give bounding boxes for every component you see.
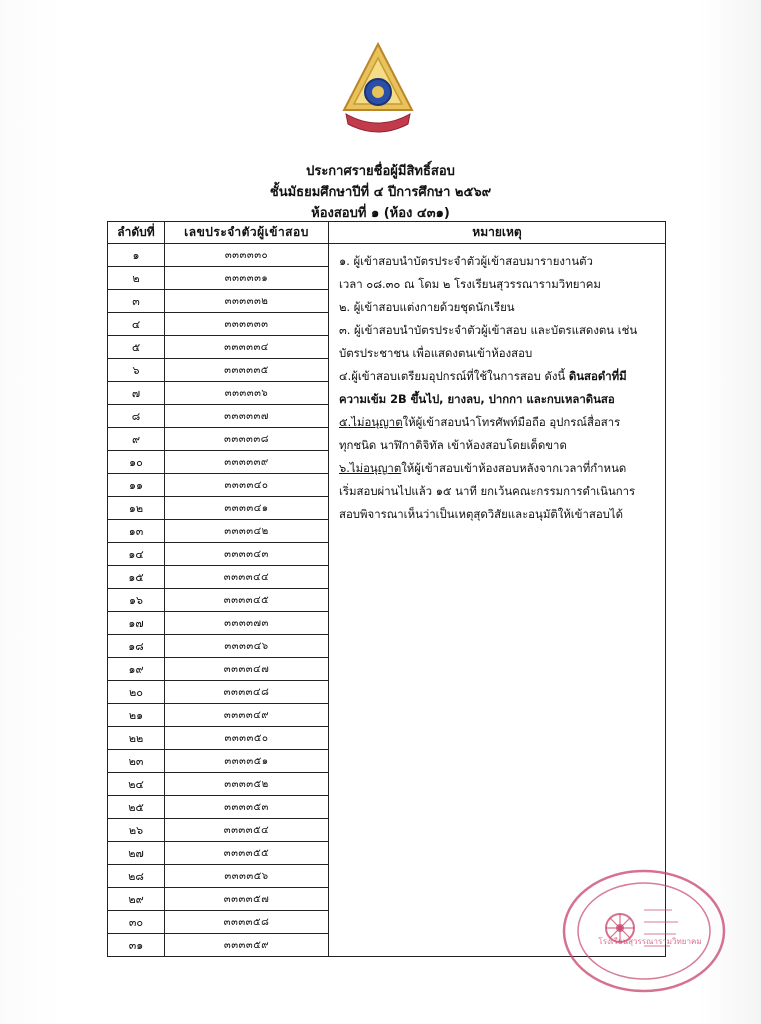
remark-6: [339, 457, 657, 526]
page-subtitle: ชั้นมัธยมศึกษาปีที่ ๔ ปีการศึกษา ๒๕๖๙: [269, 185, 492, 200]
row-number: ๒๒: [108, 727, 165, 750]
table-body: [108, 244, 666, 957]
remark-1-line-1: ๑. ผู้เข้าสอบนำบัตรประจำตัวผู้เข้าสอบมารายงานตัว: [339, 254, 593, 268]
table-row: [108, 244, 666, 267]
row-number: ๑๗: [108, 612, 165, 635]
row-examinee-id: ๓๓๓๓๔๕: [165, 589, 329, 612]
remark-4-line-2: ความเข้ม 2B ขึ้นไป, ยางลบ, ปากกา และกบเหลาดินสอ: [339, 392, 615, 406]
row-number: ๒๗: [108, 842, 165, 865]
row-examinee-id: ๓๓๓๓๔๘: [165, 681, 329, 704]
row-number: ๑๘: [108, 635, 165, 658]
row-number: ๒๕: [108, 796, 165, 819]
remark-6-line-3: สอบพิจารณาเห็นว่าเป็นเหตุสุดวิสัยและอนุมัติให้เข้าสอบได้: [339, 507, 624, 521]
row-number: ๒๑: [108, 704, 165, 727]
row-number: ๑๑: [108, 474, 165, 497]
remarks-list: [329, 244, 665, 526]
remark-6-text: ให้ผู้เข้าสอบเข้าห้องสอบหลังจากเวลาที่กำหนด: [401, 461, 627, 475]
remark-6-line-1: [339, 457, 657, 480]
school-emblem-icon: [332, 40, 424, 140]
table-header-row: [108, 222, 666, 244]
row-examinee-id: ๓๓๓๓๔๐: [165, 474, 329, 497]
row-examinee-id: ๓๓๓๓๓๙: [165, 451, 329, 474]
row-examinee-id: ๓๓๓๓๕๔: [165, 819, 329, 842]
row-examinee-id: ๓๓๓๓๓๘: [165, 428, 329, 451]
header-examinee-id: เลขประจำตัวผู้เข้าสอบ: [165, 222, 329, 244]
row-number: ๒๙: [108, 888, 165, 911]
row-examinee-id: ๓๓๓๓๓๑: [165, 267, 329, 290]
row-number: ๕: [108, 336, 165, 359]
row-examinee-id: ๓๓๓๓๓๗: [165, 405, 329, 428]
examinee-table: [107, 221, 666, 957]
row-examinee-id: ๓๓๓๓๔๔: [165, 566, 329, 589]
row-examinee-id: ๓๓๓๓๕๘: [165, 911, 329, 934]
row-number: ๒๘: [108, 865, 165, 888]
remark-2: ๒. ผู้เข้าสอบแต่งกายด้วยชุดนักเรียน: [339, 300, 515, 314]
row-number: ๑๖: [108, 589, 165, 612]
row-number: ๑๕: [108, 566, 165, 589]
row-examinee-id: ๓๓๓๓๕๓: [165, 796, 329, 819]
remark-3-line-1: ๓. ผู้เข้าสอบนำบัตรประจำตัวผู้เข้าสอบ และบัตรแสดงตน เช่น: [339, 323, 638, 337]
school-seal-icon: [560, 866, 728, 996]
row-examinee-id: ๓๓๓๓๔๖: [165, 635, 329, 658]
row-examinee-id: ๓๓๓๓๓๓: [165, 313, 329, 336]
row-examinee-id: ๓๓๓๓๕๙: [165, 934, 329, 957]
remark-6-line-2: เริ่มสอบผ่านไปแล้ว ๑๕ นาที ยกเว้นคณะกรรมการดำเนินการ: [339, 484, 636, 498]
row-number: ๗: [108, 382, 165, 405]
row-number: ๓๐: [108, 911, 165, 934]
row-examinee-id: ๓๓๓๓๓๖: [165, 382, 329, 405]
remark-4-bold-text: ดินสอดำที่มี: [568, 369, 627, 383]
remark-5-underlined: ๕.ไม่อนุญาต: [339, 415, 403, 429]
remark-5-line-1: [339, 411, 657, 434]
row-number: ๔: [108, 313, 165, 336]
row-number: ๒๖: [108, 819, 165, 842]
remark-3-line-2: บัตรประชาชน เพื่อแสดงตนเข้าห้องสอบ: [339, 346, 533, 360]
row-number: ๒๓: [108, 750, 165, 773]
header-number: ลำดับที่: [108, 222, 165, 244]
row-number: ๑๔: [108, 543, 165, 566]
row-examinee-id: ๓๓๓๓๕๕: [165, 842, 329, 865]
row-number: ๑๙: [108, 658, 165, 681]
remark-1: [339, 250, 657, 296]
row-number: ๑๐: [108, 451, 165, 474]
row-number: ๓: [108, 290, 165, 313]
remark-5-line-2: ทุกชนิด นาฬิกาดิจิทัล เข้าห้องสอบโดยเด็ดขาด: [339, 438, 567, 452]
row-examinee-id: ๓๓๓๓๔๓: [165, 543, 329, 566]
exam-room-label: ห้องสอบที่ ๑ (ห้อง ๔๓๑): [311, 206, 450, 221]
remark-4-line-1: [339, 365, 657, 388]
row-number: ๓๑: [108, 934, 165, 957]
remark-5: [339, 411, 657, 457]
seal-text: โรงเรียนสุวรรณารามวิทยาคม: [598, 937, 702, 946]
row-number: ๒: [108, 267, 165, 290]
row-examinee-id: ๓๓๓๓๕๑: [165, 750, 329, 773]
row-number: ๑๓: [108, 520, 165, 543]
row-number: ๖: [108, 359, 165, 382]
row-examinee-id: ๓๓๓๓๕๗: [165, 888, 329, 911]
row-number: ๑๒: [108, 497, 165, 520]
row-examinee-id: ๓๓๓๓๔๗: [165, 658, 329, 681]
remark-5-text: ให้ผู้เข้าสอบนำโทรศัพท์มือถือ อุปกรณ์สื่อสาร: [402, 415, 621, 429]
remark-4-text: ๔.ผู้เข้าสอบเตรียมอุปกรณ์ที่ใช้ในการสอบ ดังนี้: [339, 369, 569, 383]
row-number: ๑: [108, 244, 165, 267]
row-examinee-id: ๓๓๓๓๕๖: [165, 865, 329, 888]
page-title: ประกาศรายชื่อผู้มีสิทธิ์สอบ: [306, 164, 455, 179]
row-examinee-id: ๓๓๓๓๕๒: [165, 773, 329, 796]
row-examinee-id: ๓๓๓๓๔๑: [165, 497, 329, 520]
row-examinee-id: ๓๓๓๓๔๙: [165, 704, 329, 727]
header-remarks: หมายเหตุ: [329, 222, 666, 244]
row-examinee-id: ๓๓๓๓๓๔: [165, 336, 329, 359]
remark-4: [339, 365, 657, 411]
row-number: ๙: [108, 428, 165, 451]
row-number: ๒๐: [108, 681, 165, 704]
row-number: ๒๔: [108, 773, 165, 796]
row-examinee-id: ๓๓๓๓๔๒: [165, 520, 329, 543]
row-examinee-id: ๓๓๓๓๓๐: [165, 244, 329, 267]
row-examinee-id: ๓๓๓๓๓๒: [165, 290, 329, 313]
remark-1-line-2: เวลา ๐๘.๓๐ ณ โดม ๒ โรงเรียนสุวรรณารามวิทยาคม: [339, 277, 601, 291]
remarks-cell: [329, 244, 666, 957]
row-examinee-id: ๓๓๓๓๓๕: [165, 359, 329, 382]
remark-6-underlined: ๖.ไม่อนุญาต: [339, 461, 402, 475]
remark-3: [339, 319, 657, 365]
row-examinee-id: ๓๓๓๓๗๓: [165, 612, 329, 635]
row-examinee-id: ๓๓๓๓๕๐: [165, 727, 329, 750]
row-number: ๘: [108, 405, 165, 428]
